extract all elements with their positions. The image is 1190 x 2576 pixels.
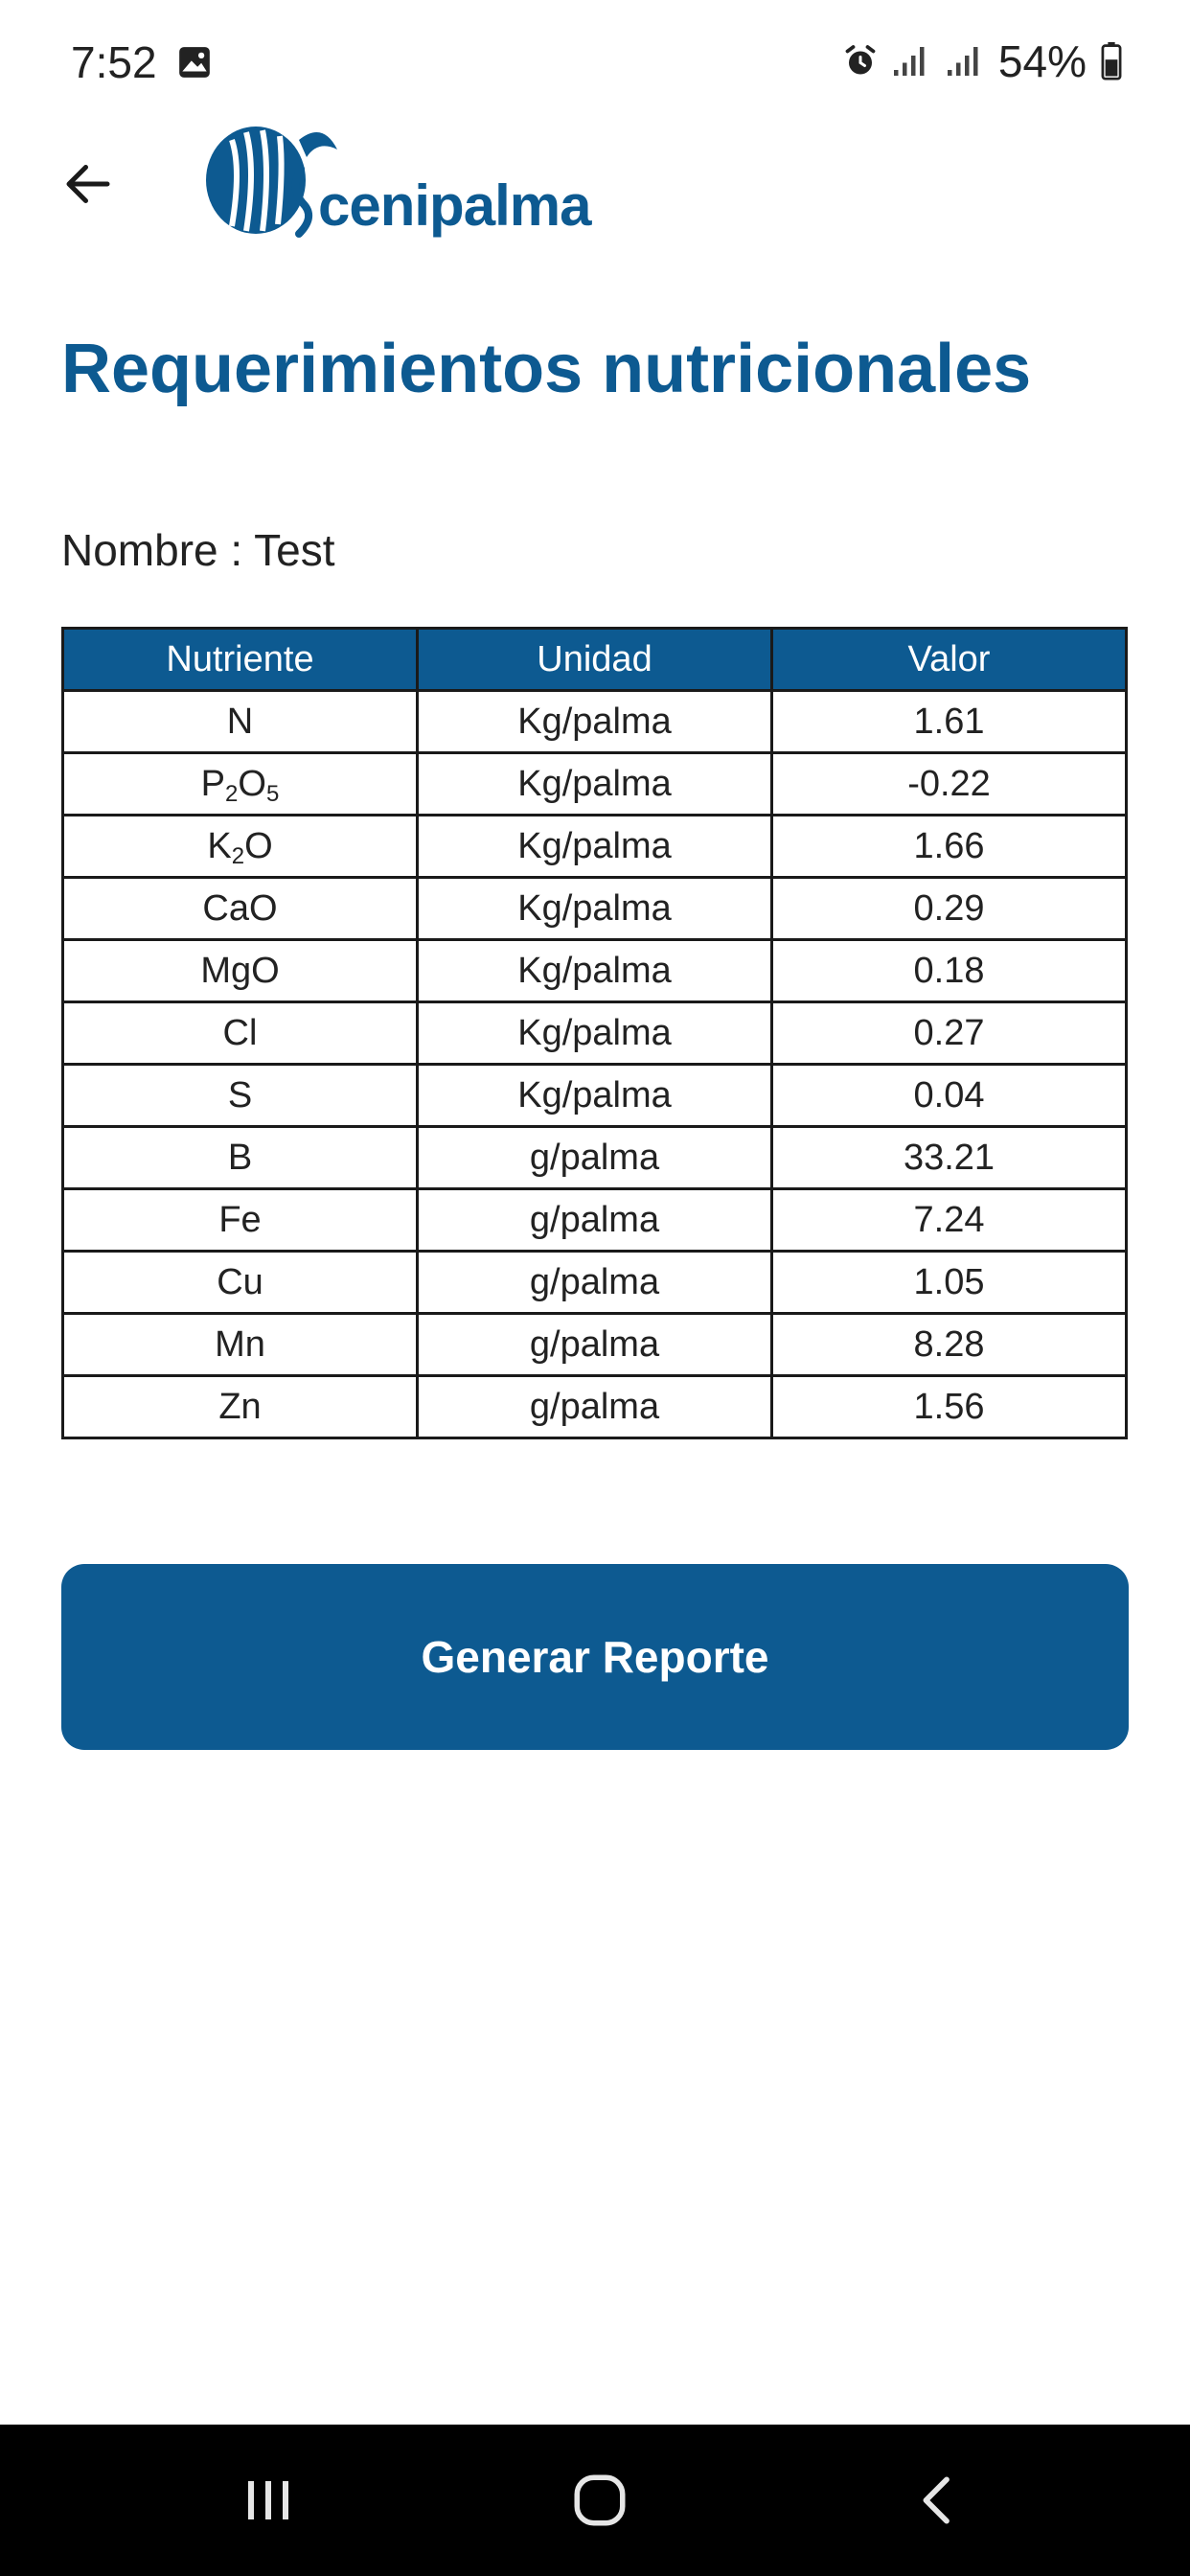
unit-cell: g/palma <box>418 1189 772 1252</box>
column-header-value: Valor <box>772 629 1127 691</box>
column-header-nutrient: Nutriente <box>63 629 418 691</box>
signal-icon <box>891 44 931 79</box>
recent-apps-icon <box>242 2477 294 2523</box>
nutrient-cell: Zn <box>63 1376 418 1438</box>
logo-text: cenipalma <box>318 173 591 238</box>
generate-report-button[interactable]: Generar Reporte <box>61 1564 1129 1750</box>
home-button[interactable] <box>552 2457 648 2543</box>
recent-apps-button[interactable] <box>220 2457 316 2543</box>
value-cell: 1.66 <box>772 816 1127 878</box>
unit-cell: g/palma <box>418 1314 772 1376</box>
nutrient-table <box>61 627 1128 1439</box>
value-cell: 0.27 <box>772 1002 1127 1065</box>
table-row <box>63 753 1127 816</box>
table-row <box>63 816 1127 878</box>
status-icons <box>843 34 1123 88</box>
value-cell: 1.05 <box>772 1252 1127 1314</box>
table-header-row <box>63 629 1127 691</box>
navigation-bar <box>0 2425 1190 2576</box>
status-bar <box>0 0 1190 125</box>
value-cell: 0.18 <box>772 940 1127 1002</box>
nutrient-cell: Cu <box>63 1252 418 1314</box>
nutrient-cell: Fe <box>63 1189 418 1252</box>
unit-cell: g/palma <box>418 1127 772 1189</box>
table-row <box>63 940 1127 1002</box>
nutrient-cell: N <box>63 691 418 753</box>
name-label: Nombre : Test <box>61 525 335 575</box>
table-row <box>63 878 1127 940</box>
unit-cell: g/palma <box>418 1252 772 1314</box>
table-row <box>63 1376 1127 1438</box>
arrow-left-icon <box>59 155 117 213</box>
signal-icon <box>945 44 985 79</box>
table-row <box>63 1127 1127 1189</box>
unit-cell: g/palma <box>418 1376 772 1438</box>
back-button[interactable] <box>54 150 123 218</box>
value-cell: 0.04 <box>772 1065 1127 1127</box>
nutrient-cell: CaO <box>63 878 418 940</box>
value-cell: 8.28 <box>772 1314 1127 1376</box>
nutrient-cell: MgO <box>63 940 418 1002</box>
cenipalma-logo <box>203 111 606 255</box>
back-icon <box>912 2472 958 2529</box>
home-icon <box>571 2472 629 2529</box>
battery-icon <box>1100 42 1123 80</box>
nutrient-cell: S <box>63 1065 418 1127</box>
system-back-button[interactable] <box>887 2457 983 2543</box>
nutrient-cell: $K_2O$ <box>63 816 418 878</box>
table-row <box>63 1002 1127 1065</box>
table-row <box>63 1314 1127 1376</box>
image-icon <box>176 44 213 80</box>
value-cell: 33.21 <box>772 1127 1127 1189</box>
unit-cell: Kg/palma <box>418 878 772 940</box>
page-title: Requerimientos nutricionales <box>61 331 1032 407</box>
unit-cell: Kg/palma <box>418 1065 772 1127</box>
unit-cell: Kg/palma <box>418 1002 772 1065</box>
nutrient-cell: Cl <box>63 1002 418 1065</box>
value-cell: -0.22 <box>772 753 1127 816</box>
nutrient-cell: $P_2O_5$ <box>63 753 418 816</box>
unit-cell: Kg/palma <box>418 940 772 1002</box>
table-row <box>63 1065 1127 1127</box>
unit-cell: Kg/palma <box>418 691 772 753</box>
unit-cell: Kg/palma <box>418 816 772 878</box>
table-body <box>63 691 1127 1438</box>
unit-cell: Kg/palma <box>418 753 772 816</box>
value-cell: 1.61 <box>772 691 1127 753</box>
value-cell: 7.24 <box>772 1189 1127 1252</box>
value-cell: 1.56 <box>772 1376 1127 1438</box>
table-row <box>63 1189 1127 1252</box>
alarm-icon <box>843 44 878 79</box>
table-row <box>63 691 1127 753</box>
nutrient-cell: B <box>63 1127 418 1189</box>
table-row <box>63 1252 1127 1314</box>
battery-percentage: 54% <box>997 36 1087 86</box>
column-header-unit: Unidad <box>418 629 772 691</box>
status-time: 7:52 <box>71 37 157 87</box>
nutrient-cell: Mn <box>63 1314 418 1376</box>
value-cell: 0.29 <box>772 878 1127 940</box>
